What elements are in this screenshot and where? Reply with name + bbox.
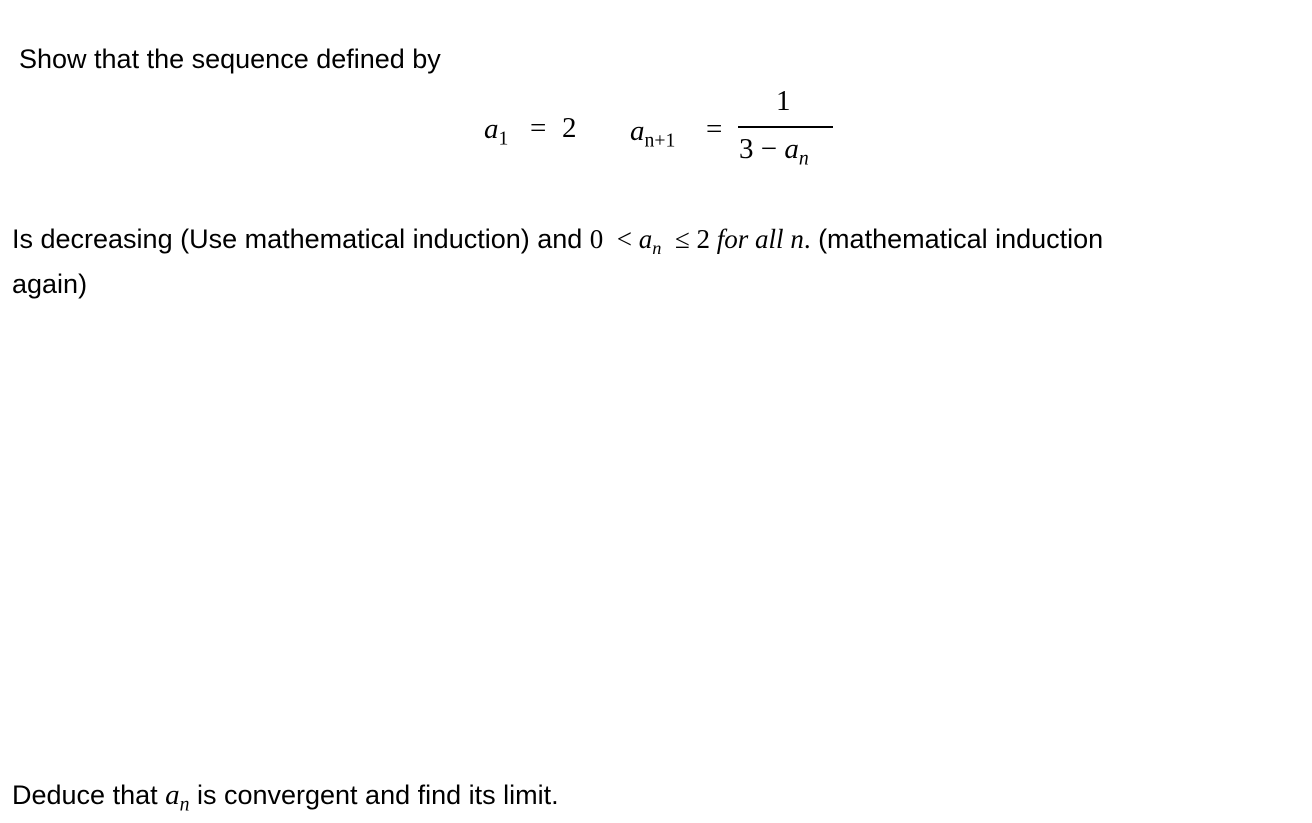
ineq-var: a	[638, 224, 653, 254]
ineq-subscript: n	[652, 237, 662, 258]
part1-line1	[12, 223, 1104, 258]
ineq-zero: 0	[589, 224, 604, 254]
eq2-den-subscript: n	[798, 147, 809, 170]
eq1-lhs	[484, 112, 509, 150]
part1-inequality	[589, 224, 811, 258]
eq1-rhs: 2	[562, 112, 577, 144]
part2-line	[12, 779, 559, 816]
eq1-var: a	[484, 113, 499, 145]
ineq-two: 2	[696, 224, 711, 254]
eq2-denominator	[739, 132, 809, 170]
fraction-bar	[738, 126, 833, 128]
ineq-lt: <	[616, 224, 633, 254]
part2-text-before: Deduce that	[12, 780, 166, 810]
intro-text: Show that the sequence defined by	[19, 44, 441, 74]
part2-var: a	[165, 779, 180, 811]
eq2-den-minus: −	[760, 133, 778, 165]
eq2-numerator: 1	[776, 85, 791, 117]
eq2-equals: =	[706, 113, 723, 145]
eq1-subscript: 1	[498, 127, 509, 150]
eq2-den-var: a	[784, 133, 799, 165]
eq1-equals: =	[530, 112, 547, 144]
ineq-le: ≤	[674, 224, 690, 254]
ineq-period: .	[803, 224, 811, 254]
eq2-var: a	[630, 115, 645, 147]
ineq-for-all: for all	[716, 224, 784, 254]
eq2-subscript: n+1	[644, 129, 676, 152]
part2-text-after: is convergent and find its limit.	[189, 780, 559, 810]
part2-subscript: n	[179, 793, 190, 816]
eq2-den-const: 3	[739, 133, 754, 165]
part2-math	[165, 779, 190, 816]
part1-text-after: (mathematical induction	[810, 224, 1104, 254]
eq2-lhs	[630, 114, 676, 152]
part1-text-before: Is decreasing (Use mathematical induction) and	[12, 224, 590, 254]
part1-line2: again)	[12, 269, 88, 299]
ineq-n: n	[790, 224, 804, 254]
